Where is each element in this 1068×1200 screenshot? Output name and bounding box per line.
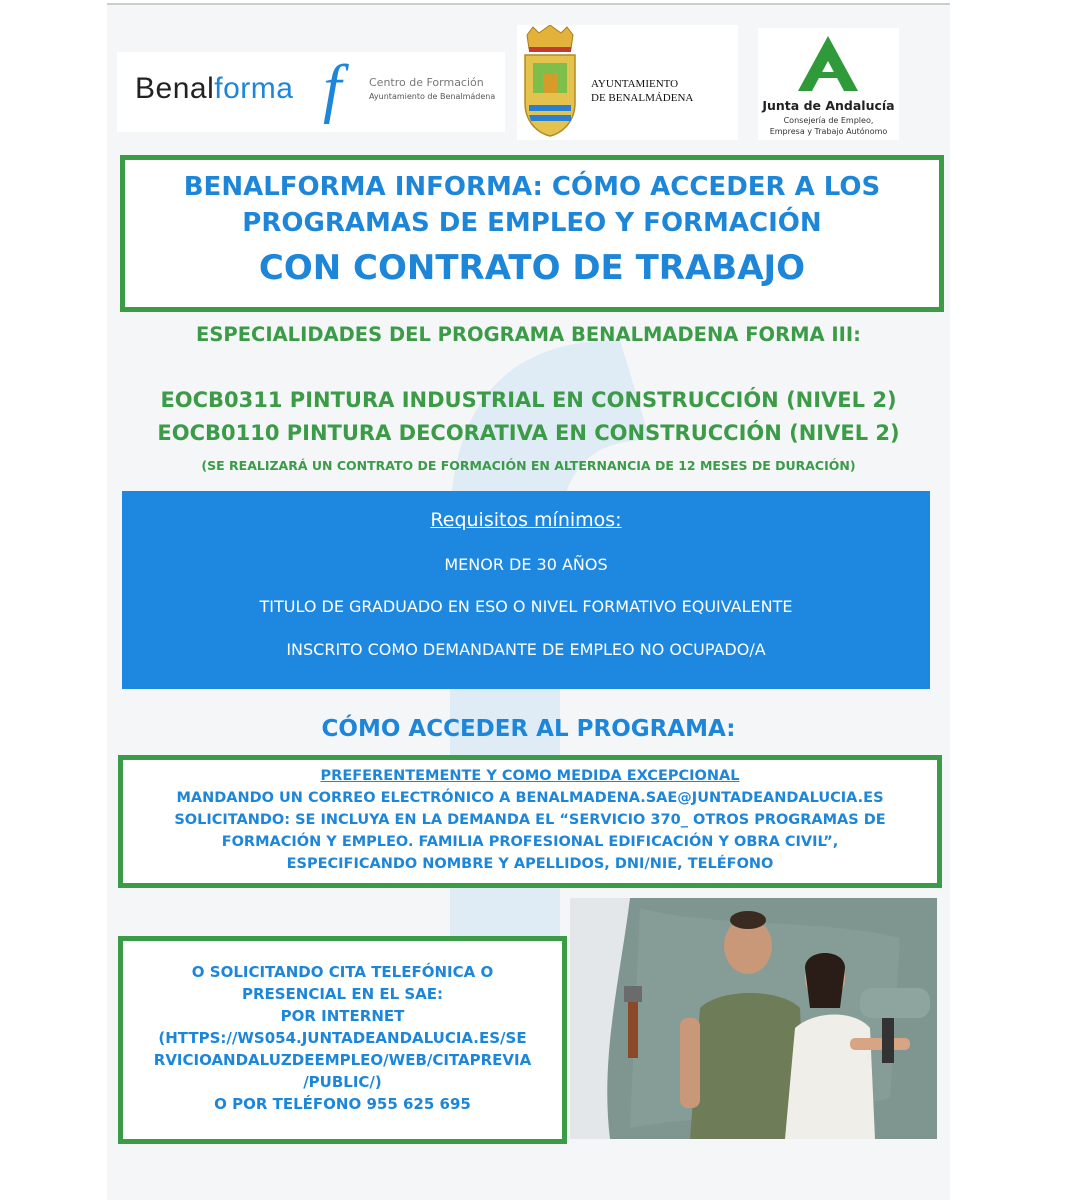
ayuntamiento-logo <box>517 25 738 140</box>
junta-line-1: Consejería de Empleo, <box>783 116 874 125</box>
access-title: CÓMO ACCEDER AL PROGRAMA: <box>321 716 736 742</box>
requirements-box <box>122 491 930 689</box>
appointment-url-line-2[interactable]: RVICIOANDALUZDEEMPLEO/WEB/CITAPREVIA <box>153 1051 532 1069</box>
junta-title: Junta de Andalucía <box>762 98 895 113</box>
junta-logo <box>758 28 899 140</box>
email-line-3: SOLICITANDO: SE INCLUYA EN LA DEMANDA EL “SERVICIO 370_ OTROS PROGRAMAS DE <box>174 812 886 828</box>
top-divider <box>107 3 950 5</box>
email-instructions-box <box>118 755 942 888</box>
ayuntamiento-line-1: AYUNTAMIENTO <box>591 78 679 90</box>
requirement-item-3: INSCRITO COMO DEMANDANTE DE EMPLEO NO OCUPADO/A <box>286 640 766 659</box>
appointment-line-2: PRESENCIAL EN EL SAE: <box>241 985 444 1003</box>
benalforma-name-prefix: Benal <box>135 72 215 105</box>
specialties-title: ESPECIALIDADES DEL PROGRAMA BENALMADENA FORMA III: <box>196 323 861 346</box>
appointment-line-1: O SOLICITANDO CITA TELEFÓNICA O <box>191 963 494 981</box>
benalforma-logo <box>117 52 505 132</box>
benalmadena-coat-of-arms-icon <box>519 25 581 137</box>
junta-de-andalucia-emblem-icon <box>798 36 858 91</box>
requirement-item-2: TITULO DE GRADUADO EN ESO O NIVEL FORMATIVO EQUIVALENTE <box>259 597 793 616</box>
painters-photo <box>570 898 937 1139</box>
email-line-4: FORMACIÓN Y EMPLEO. FAMILIA PROFESIONAL EDIFICACIÓN Y OBRA CIVIL”, <box>221 834 839 850</box>
requirement-item-1: MENOR DE 30 AÑOS <box>444 555 608 574</box>
specialty-note: (SE REALIZARÁ UN CONTRATO DE FORMACIÓN EN ALTERNANCIA DE 12 MESES DE DURACIÓN) <box>201 458 856 473</box>
benalforma-name-suffix: forma <box>214 72 294 105</box>
appointment-box <box>118 936 567 1144</box>
specialty-item-1: EOCB0311 PINTURA INDUSTRIAL EN CONSTRUCCIÓN (NIVEL 2) <box>160 388 897 412</box>
header-line-2: PROGRAMAS DE EMPLEO Y FORMACIÓN <box>242 208 822 238</box>
header-box <box>120 155 944 312</box>
benalforma-f-letter: f <box>323 52 342 125</box>
benalforma-subtitle-2: Ayuntamiento de Benalmádena <box>369 92 496 101</box>
email-line-5: ESPECIFICANDO NOMBRE Y APELLIDOS, DNI/NIE, TELÉFONO <box>286 856 774 872</box>
ayuntamiento-line-2: DE BENALMÁDENA <box>591 92 694 104</box>
requirements-title: Requisitos mínimos: <box>430 509 622 531</box>
header-line-3: CON CONTRATO DE TRABAJO <box>258 248 806 288</box>
email-line-1: PREFERENTEMENTE Y COMO MEDIDA EXCEPCIONAL <box>320 768 740 784</box>
appointment-line-3: POR INTERNET <box>280 1007 405 1025</box>
specialty-item-2: EOCB0110 PINTURA DECORATIVA EN CONSTRUCCIÓN (NIVEL 2) <box>157 421 900 445</box>
appointment-url-line-1[interactable]: (HTTPS://WS054.JUNTADEANDALUCIA.ES/SE <box>158 1029 527 1047</box>
appointment-phone: O POR TELÉFONO 955 625 695 <box>214 1095 471 1113</box>
header-line-1: BENALFORMA INFORMA: CÓMO ACCEDER A LOS <box>183 172 881 202</box>
junta-line-2: Empresa y Trabajo Autónomo <box>769 127 888 136</box>
email-line-2: MANDANDO UN CORREO ELECTRÓNICO A BENALMADENA.SAE@JUNTADEANDALUCIA.ES <box>176 790 884 806</box>
appointment-url-line-3[interactable]: /PUBLIC/) <box>303 1073 382 1091</box>
benalforma-subtitle-1: Centro de Formación <box>369 76 484 89</box>
